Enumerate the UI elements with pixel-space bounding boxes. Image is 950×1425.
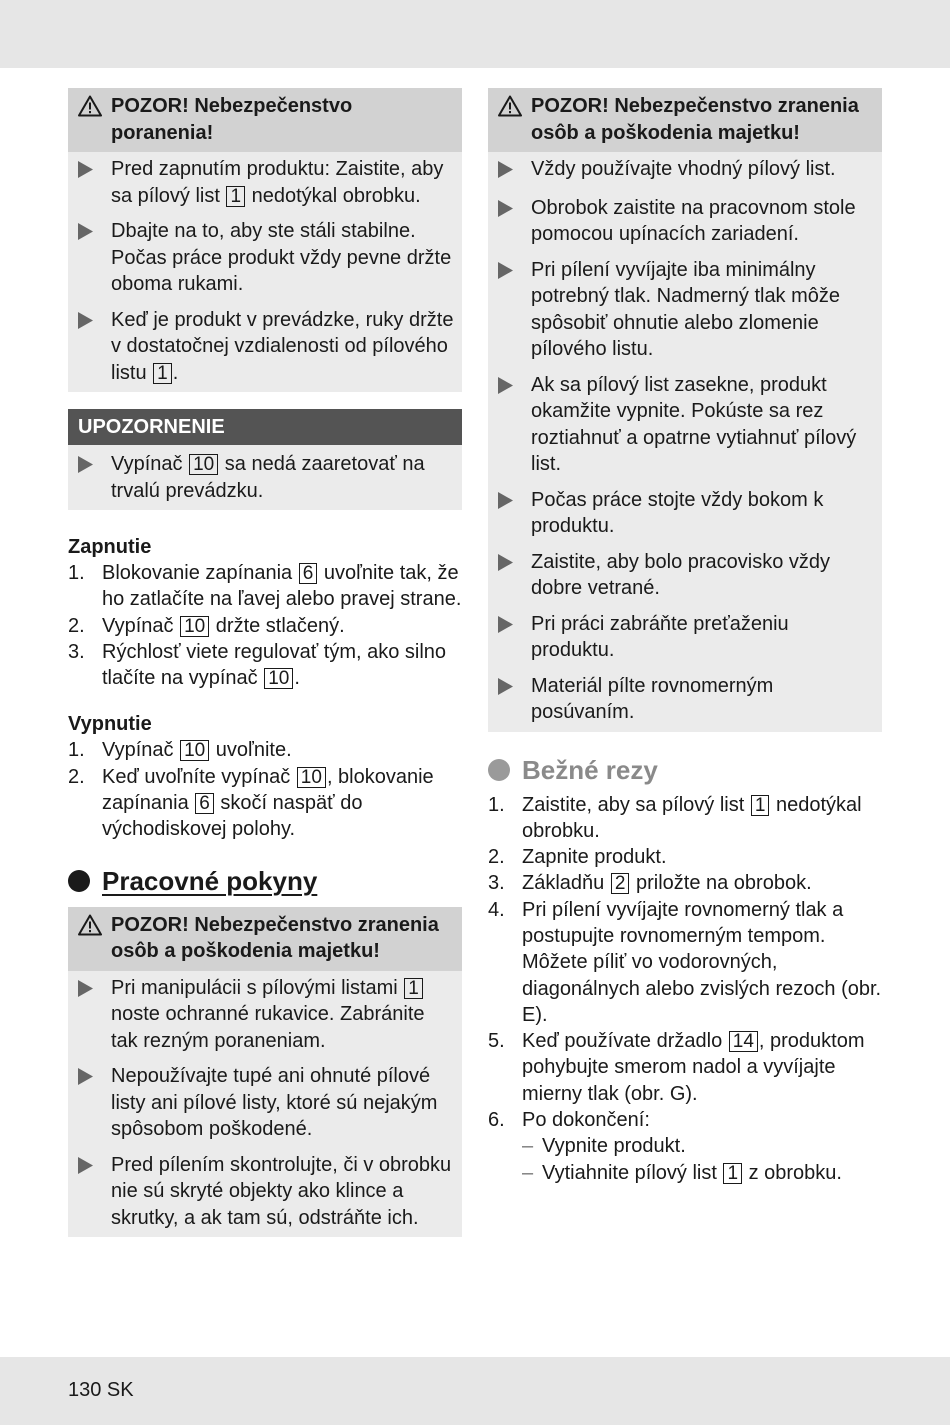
bullet-triangle-icon <box>498 673 531 726</box>
left-column <box>68 88 462 1237</box>
ref-number: 10 <box>180 616 209 637</box>
bezne-rezy-steps <box>488 792 882 1186</box>
numbered-item: 5. Keď používate držadlo 14 , produktom pohybujte smerom nadol a vyvíjajte mierny tlak (obr. G). <box>488 1030 865 1105</box>
ref-number: 6 <box>195 793 214 814</box>
section-heading-pracovne-pokyny <box>68 865 462 897</box>
bullet-triangle-icon <box>498 156 531 186</box>
bullet-item: Pri pílení vyvíjajte iba minimálny potrebný tlak. Nadmerný tlak môže spôsobiť ohnutie alebo zlomenie pílového listu. <box>498 257 874 363</box>
bullet-item: Počas práce stojte vždy bokom k produktu. <box>498 487 874 540</box>
ref-number: 1 <box>404 978 423 999</box>
section-title: Pracovné pokyny <box>102 865 318 896</box>
bullet-triangle-icon <box>498 549 531 602</box>
bullet-triangle-icon <box>78 218 111 298</box>
bullet-triangle-icon <box>78 1063 111 1143</box>
bullet-item: Keď je produkt v prevádzke, ruky držte v dostatočnej vzdialenosti od pílového listu 1 . <box>78 307 454 387</box>
numbered-item: 2. Vypínač 10 držte stlačený. <box>68 614 345 637</box>
bullet-triangle-icon <box>498 195 531 248</box>
bullet-item: Materiál pílte rovnomerným posúvaním. <box>498 673 874 726</box>
ref-number: 10 <box>189 454 218 475</box>
notice-header: UPOZORNENIE <box>68 409 462 445</box>
bullet-item: Pred pílením skontrolujte, či v obrobku nie sú skryté objekty ako klince a skrutky, a ak tam sú, odstráňte ich. <box>78 1152 454 1232</box>
bullet-triangle-icon <box>78 1152 111 1232</box>
warning-triangle-icon <box>78 912 104 938</box>
warning-box-injury <box>68 88 462 392</box>
bullet-triangle-icon <box>498 372 531 478</box>
warning-box-property-right <box>488 88 882 732</box>
warning-triangle-icon <box>498 93 524 119</box>
notice-box <box>68 409 462 510</box>
bullet-item: Vždy používajte vhodný pílový list. <box>498 156 874 186</box>
bullet-item: Pri manipulácii s pílovými listami 1 noste ochranné rukavice. Zabránite tak rezným poraneniam. <box>78 975 454 1055</box>
vypnutie-section <box>68 711 462 842</box>
numbered-item: 1. Zaistite, aby sa pílový list 1 nedotýkal obrobku. <box>488 793 862 842</box>
numbered-item: 1. Blokovanie zapínania 6 uvoľnite tak, že ho zatlačíte na ľavej alebo pravej strane. <box>68 562 462 611</box>
bullet-triangle-icon <box>78 975 111 1055</box>
bullet-item: Obrobok zaistite na pracovnom stole pomocou upínacích zariadení. <box>498 195 874 248</box>
subheading-vypnutie: Vypnutie <box>68 713 152 736</box>
bullet-triangle-icon <box>78 156 111 209</box>
bullet-triangle-icon <box>498 487 531 540</box>
ref-number: 1 <box>751 795 770 816</box>
section-title: Bežné rezy <box>522 754 658 785</box>
numbered-item: 2. Zapnite produkt. <box>488 846 667 869</box>
section-heading-bezne-rezy <box>488 754 882 786</box>
ref-number: 14 <box>729 1031 758 1052</box>
page-number: 130 SK <box>68 1379 134 1401</box>
bullet-triangle-icon <box>498 611 531 664</box>
ref-number: 10 <box>264 668 293 689</box>
bullet-triangle-icon <box>498 257 531 363</box>
subheading-zapnutie: Zapnutie <box>68 536 152 558</box>
bullet-item: Dbajte na to, aby ste stáli stabilne. Počas práce produkt vždy pevne držte oboma rukami. <box>78 218 454 298</box>
bullet-item: Vypínač 10 sa nedá zaaretovať na trvalú prevádzku. <box>78 451 454 504</box>
warning-header <box>488 88 882 152</box>
numbered-item: 2. Keď uvoľníte vypínač 10 , blokovanie zapínania 6 skočí naspäť do východiskovej polohy. <box>68 765 434 841</box>
warning-title: POZOR! Nebezpečenstvo poranenia! <box>111 95 353 144</box>
footer-bar <box>0 1357 950 1425</box>
top-margin-bar <box>0 0 950 68</box>
warning-title: POZOR! Nebezpečenstvo zranenia osôb a poškodenia majetku! <box>531 95 859 144</box>
bullet-item: Nepoužívajte tupé ani ohnuté pílové listy ani pílové listy, ktoré sú nejakým spôsobom poškodené. <box>78 1063 454 1143</box>
zapnutie-section <box>68 534 462 691</box>
bullet-item: Pred zapnutím produktu: Zaistite, aby sa pílový list 1 nedotýkal obrobku. <box>78 156 454 209</box>
numbered-item: 4. Pri pílení vyvíjajte rovnomerný tlak a postupujte rovnomerným tempom. Môžete píliť vo vodorovných, diagonálnych alebo zvislých rezoch (obr. E). <box>488 898 882 1026</box>
bullet-dot-icon <box>488 759 510 781</box>
bullet-triangle-icon <box>78 451 111 504</box>
bullet-item: Pri práci zabráňte preťaženiu produktu. <box>498 611 874 664</box>
bullet-triangle-icon <box>78 307 111 387</box>
bullet-item: Ak sa pílový list zasekne, produkt okamžite vypnite. Pokúste sa rez roztiahnuť a opatrne vytiahnuť pílový list. <box>498 372 874 478</box>
warning-header <box>68 88 462 152</box>
warning-box-property <box>68 907 462 1238</box>
warning-triangle-icon <box>78 93 104 119</box>
sub-list-item: – Vytiahnite pílový list 1 z obrobku. <box>522 1161 842 1184</box>
ref-number: 1 <box>226 186 245 207</box>
numbered-item: 3. Základňu 2 priložte na obrobok. <box>488 872 812 895</box>
ref-number: 1 <box>723 1163 742 1184</box>
ref-number: 6 <box>299 563 318 584</box>
bullet-dot-icon <box>68 870 90 892</box>
numbered-item: 3. Rýchlosť viete regulovať tým, ako silno tlačíte na vypínač 10 . <box>68 640 447 690</box>
numbered-item: 6. Po dokončení: <box>488 1109 650 1132</box>
ref-number: 1 <box>153 363 172 384</box>
ref-number: 10 <box>180 740 209 761</box>
ref-number: 2 <box>611 873 630 894</box>
warning-title: POZOR! Nebezpečenstvo zranenia osôb a poškodenia majetku! <box>111 913 439 963</box>
warning-header <box>68 907 462 971</box>
right-column <box>488 88 882 1186</box>
bullet-item: Zaistite, aby bolo pracovisko vždy dobre vetrané. <box>498 549 874 602</box>
ref-number: 10 <box>297 767 326 788</box>
numbered-item: 1. Vypínač 10 uvoľnite. <box>68 739 292 762</box>
sub-list-item: – Vypnite produkt. <box>522 1135 686 1158</box>
